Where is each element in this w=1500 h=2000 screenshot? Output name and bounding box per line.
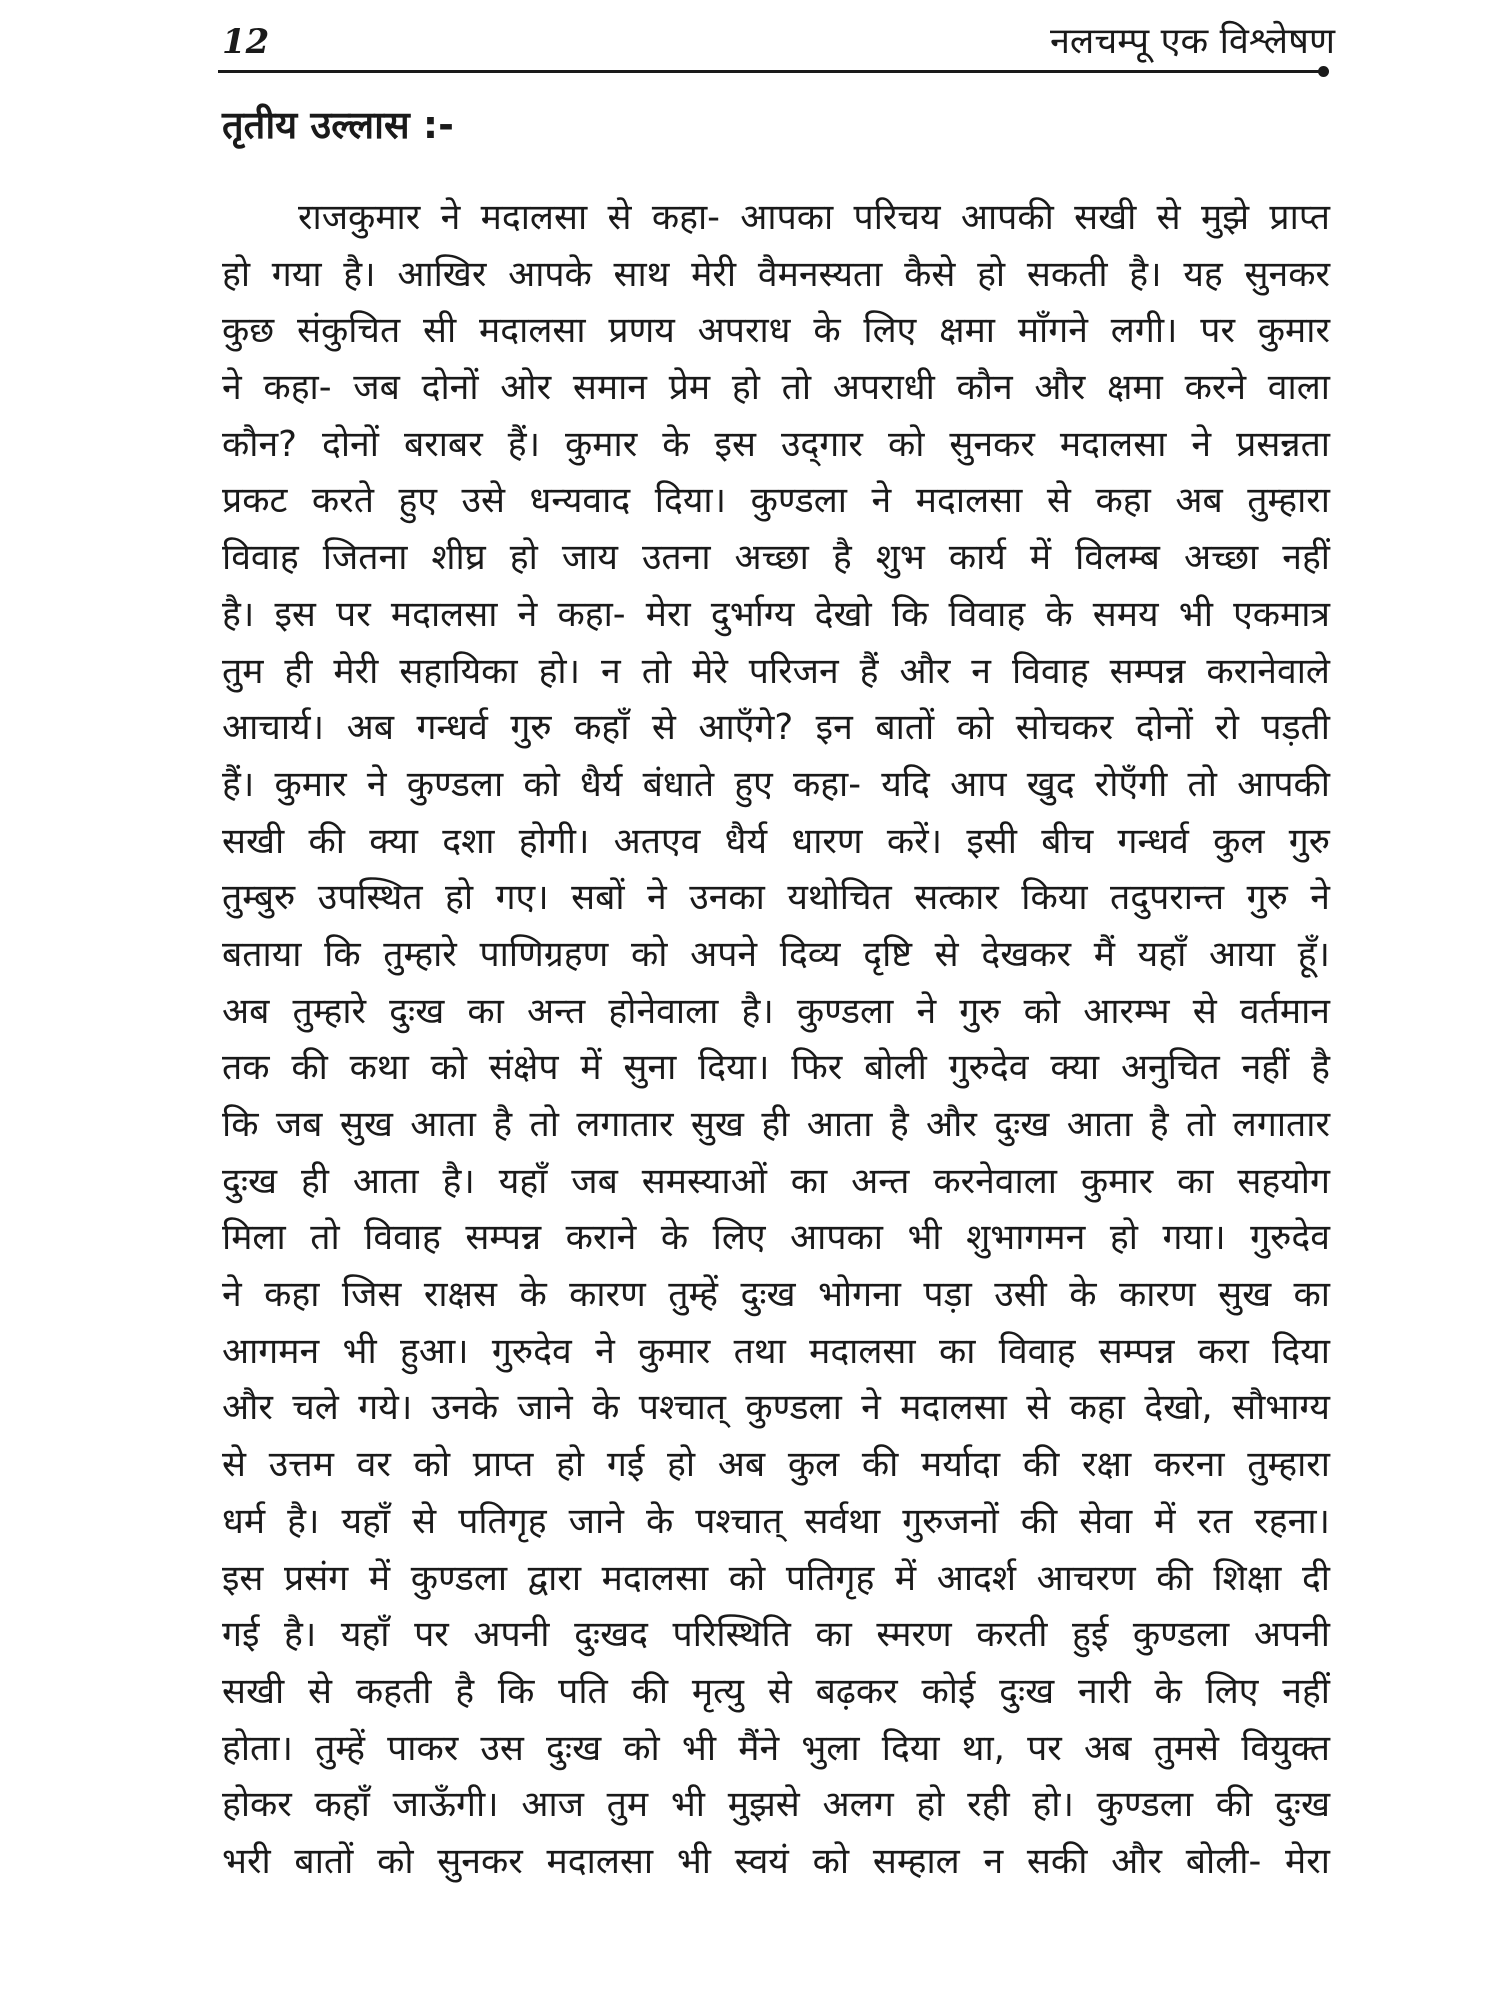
text-line: कुछ संकुचित सी मदालसा प्रणय अपराध के लिए क्षमा माँगने लगी। पर कुमार: [222, 310, 1330, 352]
text-line: तुम ही मेरी सहायिका हो। न तो मेरे परिजन हैं और न विवाह सम्पन्न करानेवाले: [222, 650, 1330, 692]
text-line: है। इस पर मदालसा ने कहा- मेरा दुर्भाग्य देखो कि विवाह के समय भी एकमात्र: [222, 593, 1330, 635]
text-line: ने कहा जिस राक्षस के कारण तुम्हें दुःख भोगना पड़ा उसी के कारण सुख का: [222, 1274, 1330, 1316]
text-line: दुःख ही आता है। यहाँ जब समस्याओं का अन्त करनेवाला कुमार का सहयोग: [222, 1160, 1330, 1202]
text-line: तुम्बुरु उपस्थित हो गए। सबों ने उनका यथोचित सत्कार किया तदुपरान्त गुरु ने: [222, 877, 1330, 919]
text-line: होता। तुम्हें पाकर उस दुःख को भी मैंने भुला दिया था, पर अब तुमसे वियुक्त: [222, 1727, 1330, 1769]
text-line: और चले गये। उनके जाने के पश्चात्‌ कुण्डला ने मदालसा से कहा देखो, सौभाग्य: [222, 1387, 1330, 1429]
text-line: आगमन भी हुआ। गुरुदेव ने कुमार तथा मदालसा का विवाह सम्पन्न करा दिया: [222, 1330, 1330, 1372]
section-heading: तृतीय उल्लास :-: [222, 103, 454, 147]
text-line: विवाह जितना शीघ्र हो जाय उतना अच्छा है शुभ कार्य में विलम्ब अच्छा नहीं: [222, 537, 1330, 579]
text-line: गई है। यहाँ पर अपनी दुःखद परिस्थिति का स्मरण करती हुई कुण्डला अपनी: [222, 1614, 1330, 1656]
text-line: इस प्रसंग में कुण्डला द्वारा मदालसा को पतिगृह में आदर्श आचरण की शिक्षा दी: [222, 1557, 1330, 1599]
text-line: अब तुम्हारे दुःख का अन्त होनेवाला है। कुण्डला ने गुरु को आरम्भ से वर्तमान: [222, 990, 1330, 1032]
text-line: राजकुमार ने मदालसा से कहा- आपका परिचय आपकी सखी से मुझे प्राप्त: [298, 197, 1330, 238]
text-line: हैं। कुमार ने कुण्डला को धैर्य बंधाते हुए कहा- यदि आप खुद रोएँगी तो आपकी: [222, 763, 1330, 805]
running-title: नलचम्पू एक विश्लेषण: [1049, 21, 1335, 62]
text-line: बताया कि तुम्हारे पाणिग्रहण को अपने दिव्य दृष्टि से देखकर मैं यहाँ आया हूँ।: [222, 933, 1330, 975]
text-line: प्रकट करते हुए उसे धन्यवाद दिया। कुण्डला ने मदालसा से कहा अब तुम्हारा: [222, 480, 1330, 522]
header-rule: [218, 70, 1324, 73]
text-line: होकर कहाँ जाऊँगी। आज तुम भी मुझसे अलग हो रही हो। कुण्डला की दुःख: [222, 1784, 1330, 1826]
text-line: हो गया है। आखिर आपके साथ मेरी वैमनस्यता कैसे हो सकती है। यह सुनकर: [222, 253, 1330, 295]
text-line: धर्म है। यहाँ से पतिगृह जाने के पश्चात्‌ सर्वथा गुरुजनों की सेवा में रत रहना।: [222, 1500, 1330, 1542]
body-paragraph: [222, 190, 1330, 1891]
text-line: तक की कथा को संक्षेप में सुना दिया। फिर बोली गुरुदेव क्या अनुचित नहीं है: [222, 1047, 1330, 1089]
text-line: कि जब सुख आता है तो लगातार सुख ही आता है और दुःख आता है तो लगातार: [222, 1104, 1330, 1145]
text-line: आचार्य। अब गन्धर्व गुरु कहाँ से आएँगे? इन बातों को सोचकर दोनों रो पड़ती: [222, 707, 1330, 749]
text-line: ने कहा- जब दोनों ओर समान प्रेम हो तो अपराधी कौन और क्षमा करने वाला: [222, 367, 1330, 409]
header-rule-end-dot: [1318, 66, 1329, 77]
text-line: मिला तो विवाह सम्पन्न कराने के लिए आपका भी शुभागमन हो गया। गुरुदेव: [222, 1217, 1330, 1259]
text-line: सखी से कहती है कि पति की मृत्यु से बढ़कर कोई दुःख नारी के लिए नहीं: [222, 1670, 1330, 1712]
text-line: सखी की क्या दशा होगी। अतएव धैर्य धारण करें। इसी बीच गन्धर्व कुल गुरु: [222, 820, 1330, 862]
text-line: भरी बातों को सुनकर मदालसा भी स्वयं को सम्हाल न सकी और बोली- मेरा: [222, 1840, 1330, 1882]
text-line: से उत्तम वर को प्राप्त हो गई हो अब कुल की मर्यादा की रक्षा करना तुम्हारा: [222, 1444, 1330, 1486]
text-line: कौन? दोनों बराबर हैं। कुमार के इस उद्‌गार को सुनकर मदालसा ने प्रसन्नता: [222, 423, 1330, 465]
page-number: 12: [222, 22, 270, 62]
